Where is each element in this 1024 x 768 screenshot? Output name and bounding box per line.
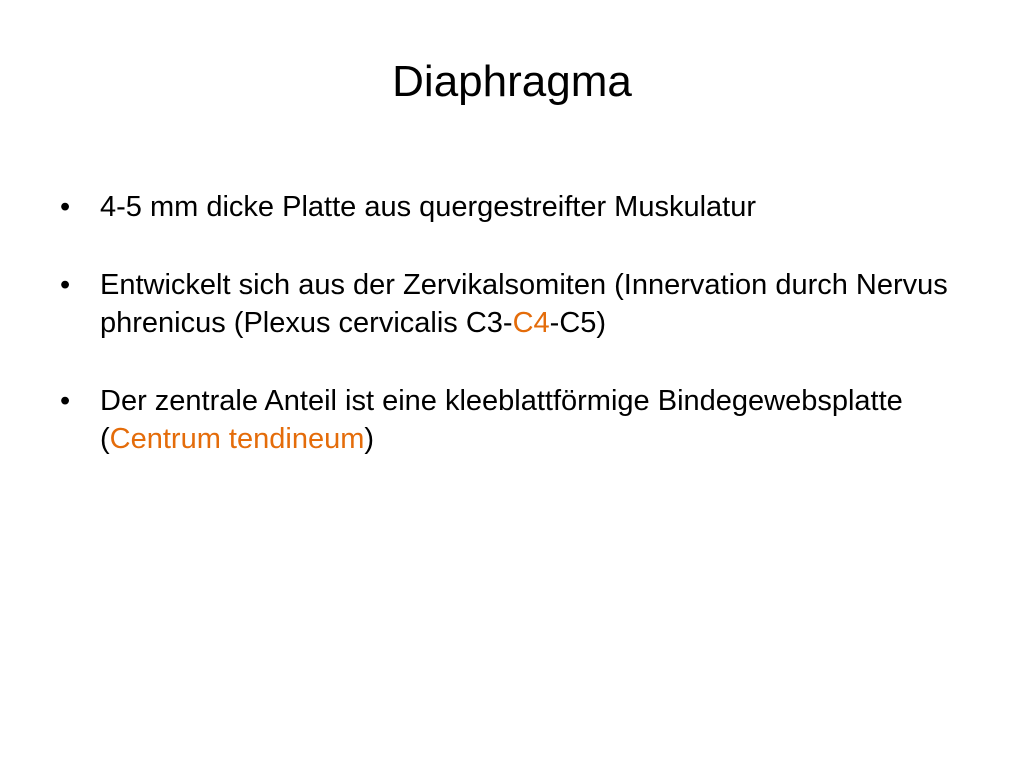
bullet-dot-icon: • [60,191,71,223]
bullet-text: Entwickelt sich aus der Zervikalsomiten (Innervation durch Nervus phrenicus (Plexus cervicalis C3- [100,269,948,339]
bullet-item-thickness [60,188,960,226]
bullet-item-development [60,266,960,342]
bullet-text-end: ) [364,423,375,455]
bullet-list [60,188,960,498]
bullet-highlight-centrum-tendineum: Centrum tendineum [109,423,365,455]
bullet-highlight-c4: C4 [512,307,550,339]
bullet-dot-icon: • [60,385,71,417]
bullet-dot-icon: • [60,269,71,301]
bullet-text: 4-5 mm dicke Platte aus quergestreifter Muskulatur [100,191,756,223]
bullet-text-end: -C5) [549,307,607,339]
bullet-text: Der zentrale Anteil ist eine kleeblattförmige Bindegewebsplatte ( [100,385,903,455]
bullet-item-central-part [60,382,960,458]
slide-title: Diaphragma [392,57,632,106]
